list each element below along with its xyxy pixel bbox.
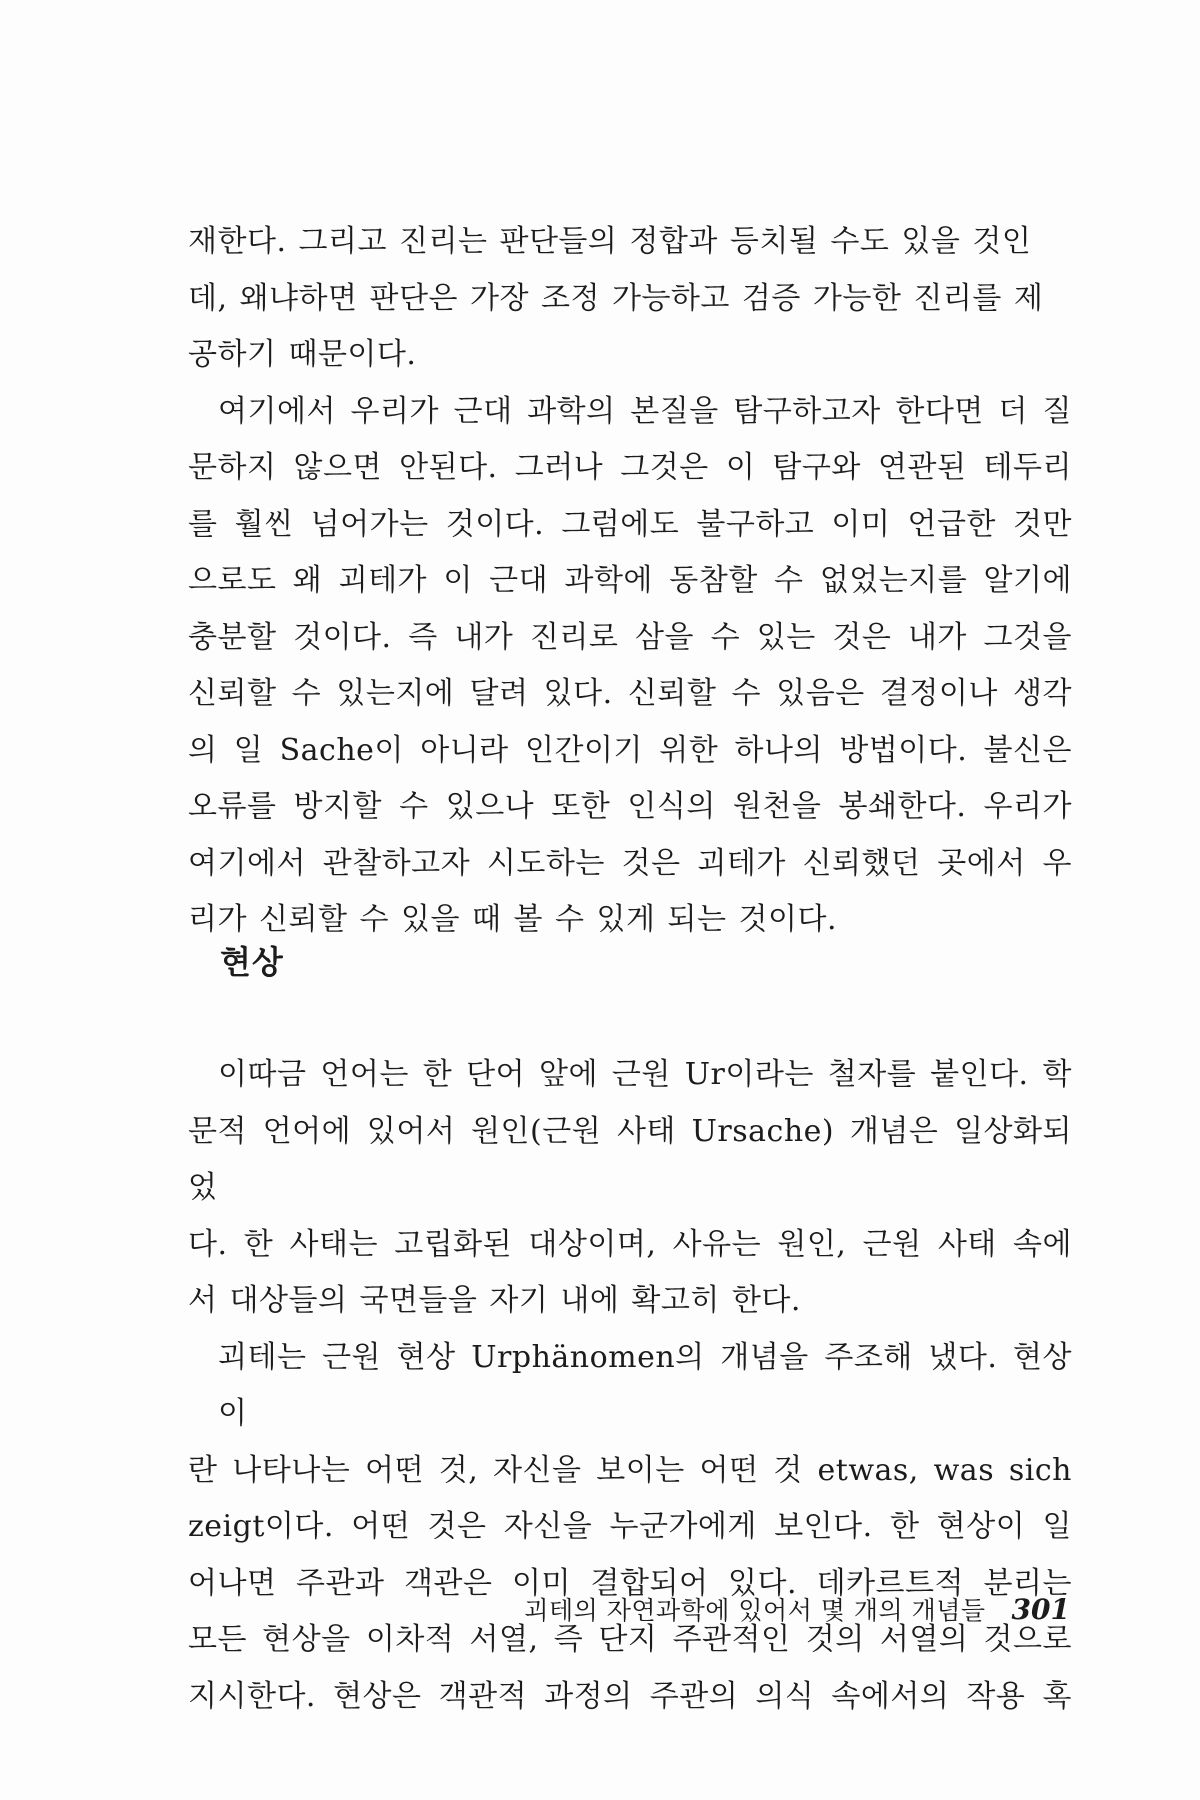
text-line: 괴테는 근원 현상 Urphänomen의 개념을 주조해 냈다. 현상이	[218, 1339, 1072, 1431]
text-line: 재한다. 그리고 진리는 판단들의 정합과 등치될 수도 있을 것인	[188, 224, 1032, 259]
text-line: 신뢰할 수 있는지에 달려 있다. 신뢰할 수 있음은 결정이나 생각	[188, 676, 1072, 711]
text-line: 의 일 Sache이 아니라 인간이기 위한 하나의 방법이다. 불신은	[188, 732, 1072, 768]
text-line: 다. 한 사태는 고립화된 대상이며, 사유는 원인, 근원 사태 속에	[188, 1226, 1072, 1262]
text-line: 를 훨씬 넘어가는 것이다. 그럼에도 불구하고 이미 언급한 것만	[188, 506, 1072, 542]
text-line: 문적 언어에 있어서 원인(근원 사태 Ursache) 개념은 일상화되었	[188, 1113, 1072, 1205]
text-line: 이따금 언어는 한 단어 앞에 근원 Ur이라는 철자를 붙인다. 학	[218, 1057, 1072, 1092]
text-line: 서 대상들의 국면들을 자기 내에 확고히 한다.	[188, 1283, 801, 1318]
text-line: 여기에서 관찰하고자 시도하는 것은 괴테가 신뢰했던 곳에서 우	[188, 845, 1072, 881]
page-number: 301	[1011, 1593, 1070, 1626]
text-line: 지시한다. 현상은 객관적 과정의 주관의 의식 속에서의 작용 혹	[188, 1678, 1072, 1714]
text-line: 문하지 않으면 안된다. 그러나 그것은 이 탐구와 연관된 테두리	[188, 450, 1072, 485]
text-line: 공하기 때문이다.	[188, 337, 417, 372]
text-line: 여기에서 우리가 근대 과학의 본질을 탐구하고자 한다면 더 질	[218, 393, 1072, 429]
paragraph-3	[188, 1047, 1072, 1330]
text-line: 데, 왜냐하면 판단은 가장 조정 가능하고 검증 가능한 진리를 제	[188, 280, 1044, 316]
paragraph-2	[188, 384, 1072, 949]
text-line: 모든 현상을 이차적 서열, 즉 단지 주관적인 것의 서열의 것으로	[188, 1622, 1072, 1657]
body-text-section-1	[188, 214, 1072, 949]
text-line: zeigt이다. 어떤 것은 자신을 누군가에게 보인다. 한 현상이 일	[188, 1509, 1072, 1544]
running-title: 괴테의 자연과학에 있어서 몇 개의 개념들	[524, 1596, 986, 1625]
text-line: 어나면 주관과 객관은 이미 결합되어 있다. 데카르트적 분리는	[188, 1565, 1072, 1601]
text-line: 충분할 것이다. 즉 내가 진리로 삼을 수 있는 것은 내가 그것을	[188, 619, 1072, 655]
running-footer	[524, 1590, 1070, 1631]
paragraph-4	[188, 1330, 1072, 1726]
section-heading: 현상	[220, 943, 284, 981]
text-line: 으로도 왜 괴테가 이 근대 과학에 동참할 수 없었는지를 알기에	[188, 563, 1072, 598]
text-line: 리가 신뢰할 수 있을 때 볼 수 있게 되는 것이다.	[188, 902, 838, 937]
text-line: 란 나타나는 어떤 것, 자신을 보이는 어떤 것 etwas, was sich	[188, 1452, 1072, 1488]
text-line: 오류를 방지할 수 있으나 또한 인식의 원천을 봉쇄한다. 우리가	[188, 789, 1072, 824]
paragraph-1	[188, 214, 1072, 384]
